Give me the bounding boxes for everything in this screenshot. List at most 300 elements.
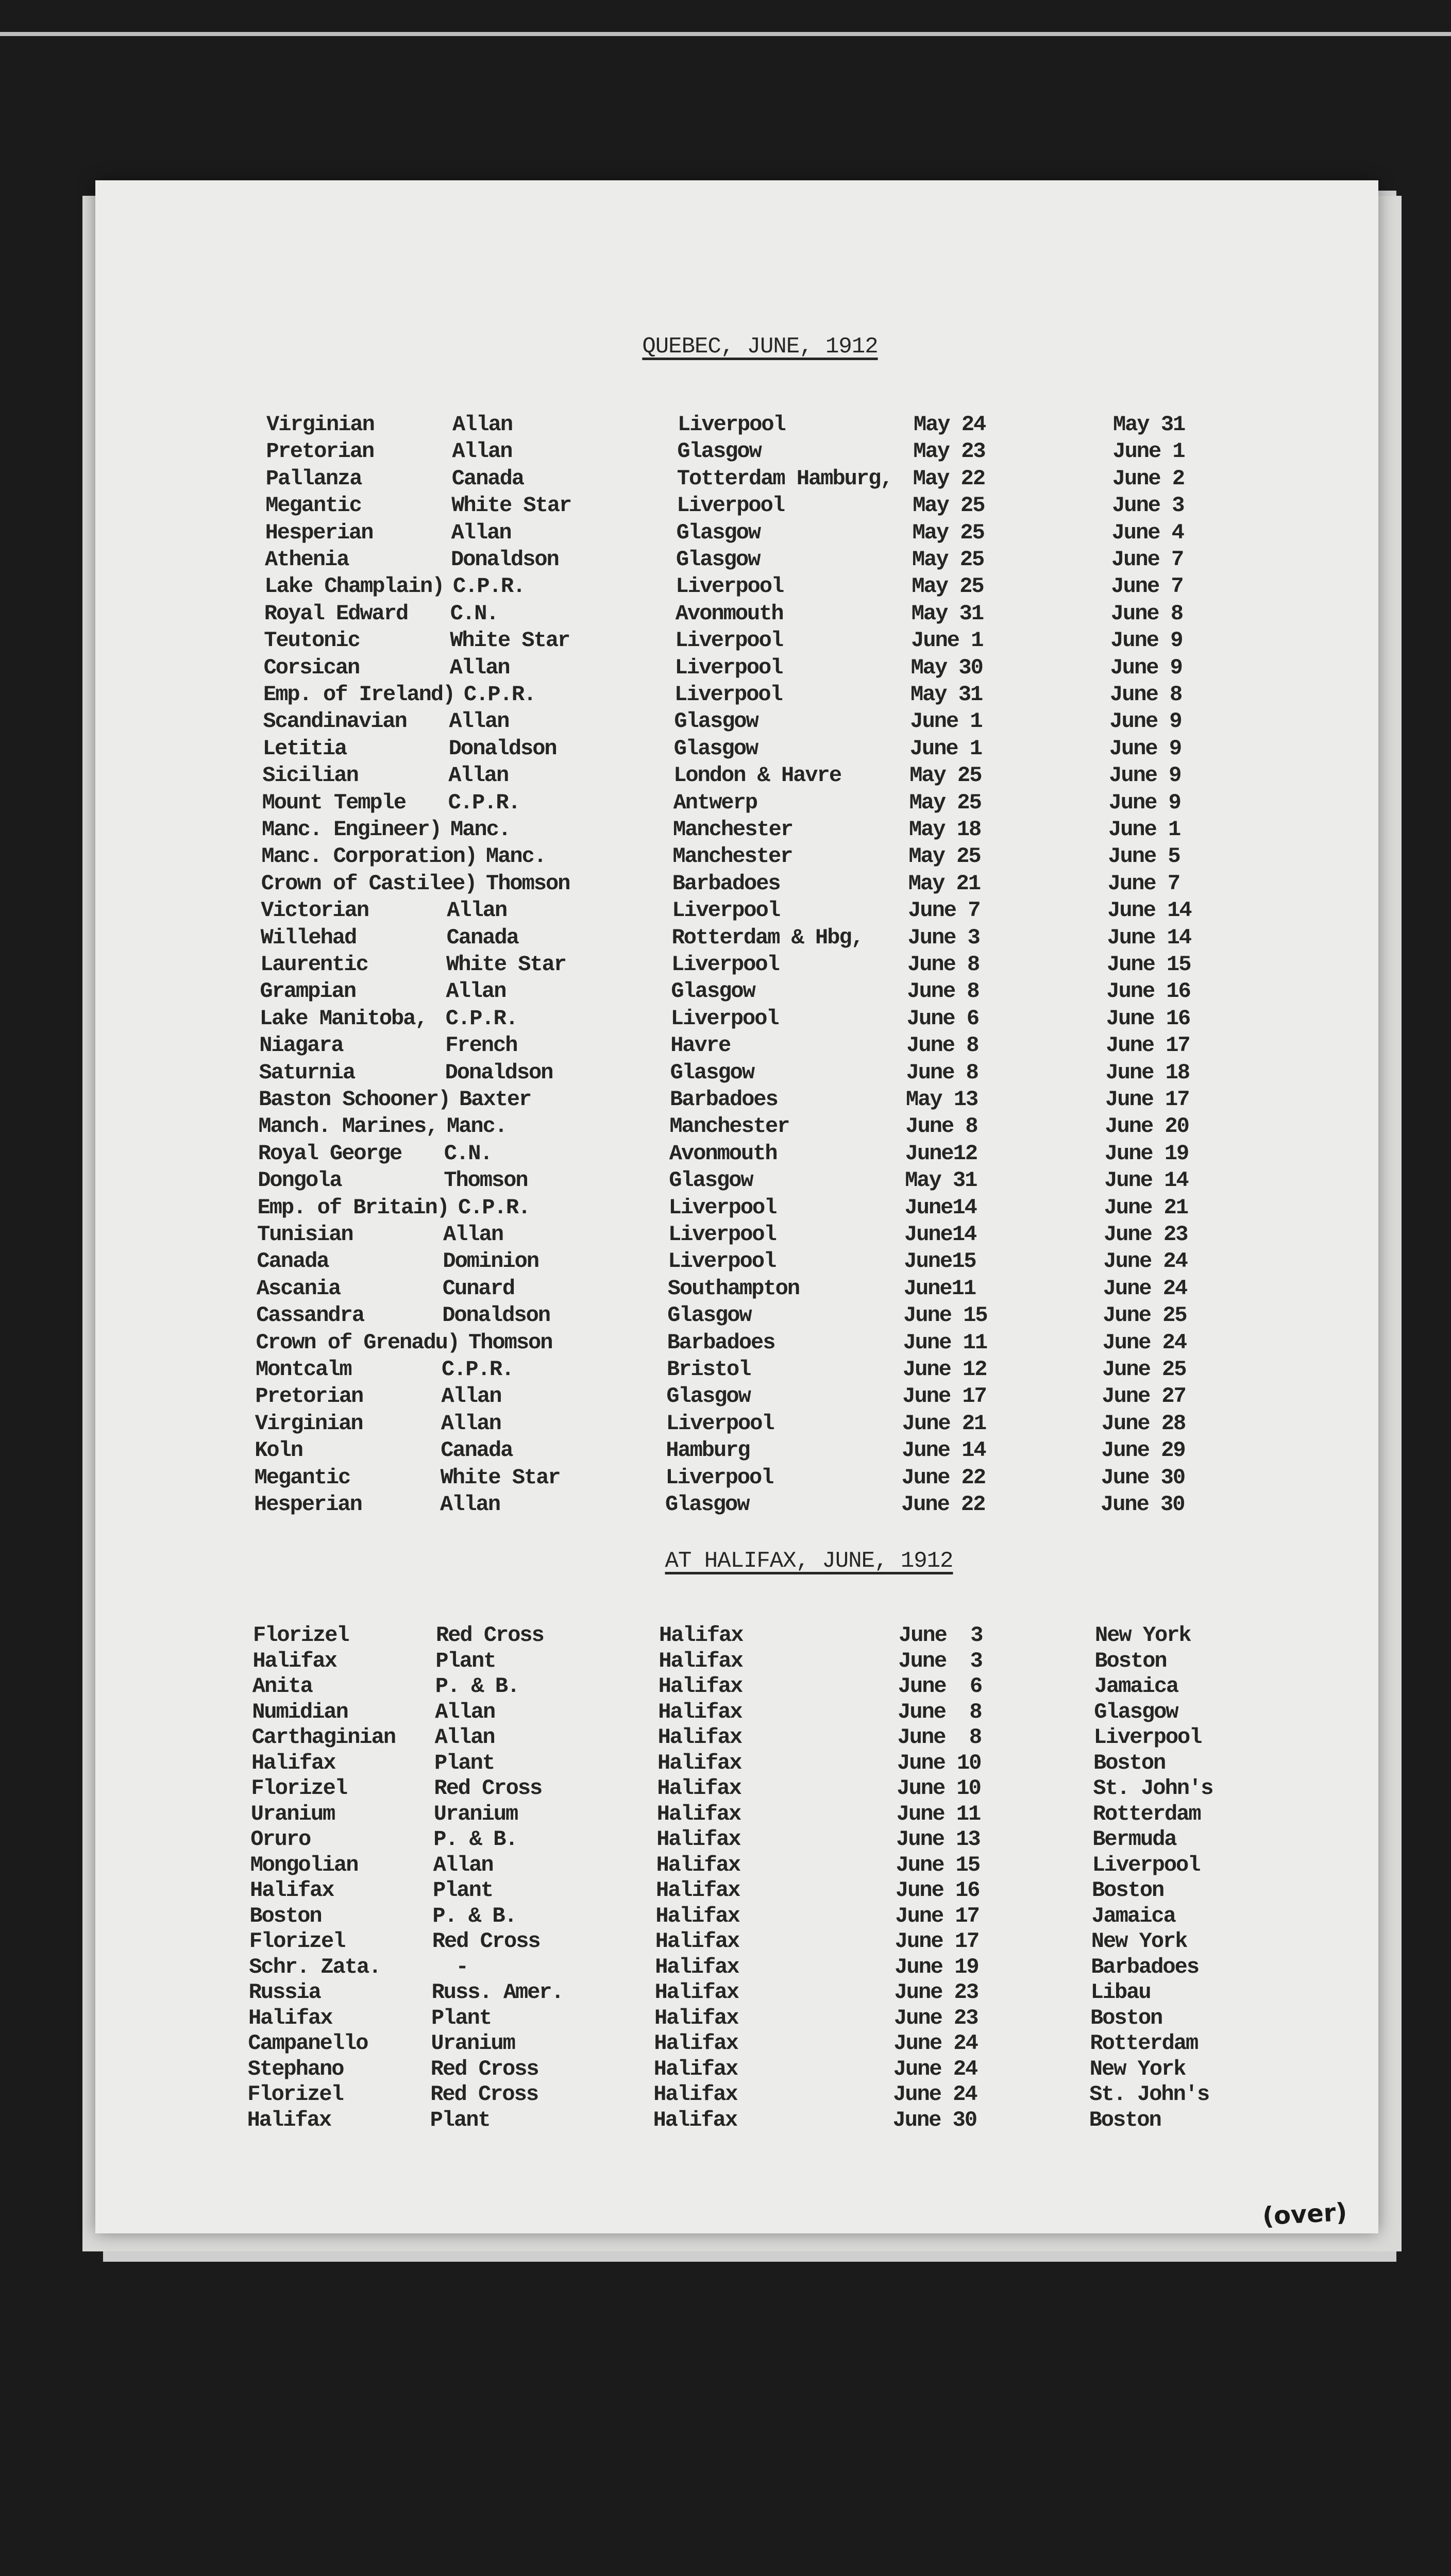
cell-arrived: June 17 <box>1106 1033 1190 1058</box>
cell-sailed: May 18 <box>909 817 981 842</box>
cell-ship: Manc. Engineer) <box>262 817 442 842</box>
cell-port: Halifax <box>655 1954 739 1979</box>
cell-sailed: June 6 <box>906 1006 979 1031</box>
cell-port: Halifax <box>657 1725 742 1750</box>
cell-ship: Athenia <box>265 547 349 572</box>
cell-ship: Royal Edward <box>264 601 408 626</box>
cell-line: Allan <box>448 763 509 788</box>
cell-line: C.P.R. <box>442 1357 514 1382</box>
cell-destination: Liverpool <box>1093 1725 1202 1750</box>
cell-port: Halifax <box>653 2056 738 2081</box>
cell-from: Havre <box>670 1033 731 1058</box>
cell-line: Plant <box>434 1750 495 1775</box>
cell-line: Allan <box>441 1411 501 1436</box>
cell-line: Canada <box>451 466 524 491</box>
cell-sailed: June 3 <box>907 925 980 950</box>
cell-ship: Montcalm <box>256 1357 351 1382</box>
cell-sailed: June 8 <box>907 979 979 1004</box>
cell-from: Avonmouth <box>675 601 783 626</box>
cell-arrived: June 9 <box>1110 655 1182 680</box>
cell-arrived: June 30 <box>1101 1492 1185 1517</box>
cell-arrived: June 24 <box>1103 1276 1187 1301</box>
cell-ship: Letitia <box>262 736 347 761</box>
cell-from: Liverpool <box>666 1411 774 1436</box>
cell-port: Halifax <box>659 1648 743 1673</box>
cell-sailed: May 31 <box>905 1168 977 1193</box>
cell-ship: Oruro <box>250 1827 311 1852</box>
cell-ship: Hesperian <box>254 1492 362 1517</box>
cell-ship: Florizel <box>247 2082 343 2107</box>
cell-line: White Star <box>451 493 571 518</box>
cell-from: Liverpool <box>675 628 783 653</box>
cell-line: Allan <box>451 520 511 545</box>
cell-sailed: May 25 <box>912 520 984 545</box>
cell-line: Allan <box>433 1852 493 1877</box>
cell-destination: St. John's <box>1093 1776 1213 1801</box>
cell-date: June 19 <box>895 1954 978 1979</box>
cell-sailed: May 25 <box>909 790 981 815</box>
cell-line: White Star <box>446 952 566 977</box>
cell-from: Glasgow <box>677 439 761 464</box>
cell-port: Halifax <box>657 1750 741 1775</box>
cell-ship: Saturnia <box>259 1060 355 1085</box>
cell-destination: Boston <box>1090 2005 1162 2030</box>
cell-line: C.P.R. <box>445 1006 518 1031</box>
cell-ship: Ascania <box>256 1276 341 1301</box>
cell-ship: Uranium <box>250 1801 335 1826</box>
quebec-section-title: QUEBEC, JUNE, 1912 <box>642 334 878 360</box>
cell-date: June 23 <box>894 2005 978 2030</box>
cell-port: Halifax <box>656 1852 740 1877</box>
cell-date: June 8 <box>897 1725 982 1750</box>
cell-sailed: May 25 <box>912 574 984 599</box>
cell-destination: Boston <box>1089 2107 1161 2132</box>
cell-ship: Pretorian <box>255 1384 363 1409</box>
cell-arrived: June 7 <box>1111 574 1183 599</box>
cell-from: Manchester <box>673 817 793 842</box>
cell-port: Halifax <box>656 1878 740 1903</box>
cell-line: Allan <box>452 439 512 464</box>
cell-line: Thomson <box>444 1168 528 1193</box>
cell-arrived: June 20 <box>1105 1114 1189 1139</box>
cell-ship: Virginian <box>255 1411 363 1436</box>
cell-port: Halifax <box>654 2005 738 2030</box>
cell-line: Dominion <box>443 1249 539 1274</box>
cell-from: Liverpool <box>670 1006 779 1031</box>
cell-arrived: June 27 <box>1102 1384 1186 1409</box>
cell-sailed: June14 <box>904 1195 976 1220</box>
cell-ship: Florizel <box>253 1623 349 1648</box>
cell-arrived: June 18 <box>1105 1060 1190 1085</box>
cell-ship: Willehad <box>260 925 357 950</box>
cell-from: Glasgow <box>670 1060 754 1085</box>
cell-destination: Libau <box>1090 1980 1151 2005</box>
cell-from: Liverpool <box>668 1249 776 1274</box>
cell-ship: Koln <box>255 1438 303 1463</box>
cell-ship: Victorian <box>261 898 369 923</box>
cell-arrived: June 7 <box>1107 871 1180 896</box>
cell-line: Plant <box>435 1648 496 1673</box>
cell-ship: Hesperian <box>265 520 373 545</box>
cell-port: Halifax <box>655 1903 739 1928</box>
cell-from: Antwerp <box>673 790 757 815</box>
cell-date: June 10 <box>897 1776 981 1801</box>
cell-line: Plant <box>431 2005 492 2030</box>
cell-arrived: June 14 <box>1104 1168 1188 1193</box>
cell-from: Liverpool <box>676 574 784 599</box>
cell-ship: Scandinavian <box>263 709 407 734</box>
cell-arrived: June 2 <box>1112 466 1185 491</box>
cell-port: Halifax <box>659 1623 743 1648</box>
cell-ship: Numidian <box>252 1699 348 1724</box>
cell-sailed: June 7 <box>908 898 980 923</box>
cell-line: Allan <box>449 709 509 734</box>
cell-arrived: June 1 <box>1108 817 1180 842</box>
cell-ship: Crown of Grenadu) <box>256 1330 460 1355</box>
cell-arrived: May 31 <box>1113 412 1185 437</box>
cell-ship: Pretorian <box>266 439 374 464</box>
cell-destination: Glasgow <box>1094 1699 1178 1724</box>
cell-ship: Halifax <box>252 1648 336 1673</box>
cell-from: Liverpool <box>678 412 785 437</box>
cell-sailed: June 14 <box>902 1438 986 1463</box>
cell-port: Halifax <box>653 2107 737 2132</box>
cell-line: Canada <box>446 925 518 950</box>
cell-port: Halifax <box>653 2082 737 2107</box>
cell-sailed: June 8 <box>906 1033 978 1058</box>
cell-line: White Star <box>440 1465 560 1490</box>
halifax-section-title: AT HALIFAX, JUNE, 1912 <box>665 1548 953 1574</box>
cell-arrived: June 24 <box>1103 1249 1187 1274</box>
cell-from: Glasgow <box>676 547 760 572</box>
cell-line: Red Cross <box>432 1929 540 1954</box>
cell-line: Red Cross <box>430 2056 538 2081</box>
cell-ship: Virginian <box>266 412 374 437</box>
cell-line: Plant <box>430 2107 490 2132</box>
cell-ship: Boston <box>249 1903 322 1928</box>
cell-line: Donaldson <box>448 736 556 761</box>
cell-port: Halifax <box>654 1980 739 2005</box>
cell-from: Glasgow <box>666 1384 750 1409</box>
cell-ship: Florizel <box>251 1776 347 1801</box>
cell-line: Red Cross <box>434 1776 542 1801</box>
cell-line: Allan <box>452 412 513 437</box>
cell-ship: Manc. Corporation) <box>261 844 477 869</box>
handwritten-over-note: (over) <box>1261 2197 1348 2231</box>
cell-line: P. & B. <box>432 1903 516 1928</box>
cell-from: Southampton <box>667 1276 800 1301</box>
cell-date: June 8 <box>898 1699 982 1724</box>
cell-sailed: May 30 <box>910 655 983 680</box>
cell-date: June 15 <box>896 1852 980 1877</box>
cell-from: London & Havre <box>673 763 841 788</box>
cell-line: - <box>432 1954 468 1979</box>
cell-ship: Royal George <box>258 1141 402 1166</box>
cell-ship: Halifax <box>250 1878 334 1903</box>
cell-from: Glasgow <box>676 520 761 545</box>
cell-arrived: June 23 <box>1104 1222 1188 1247</box>
cell-destination: Liverpool <box>1092 1852 1200 1877</box>
cell-port: Halifax <box>655 1929 739 1954</box>
cell-from: Liverpool <box>674 655 783 680</box>
cell-from: Bristol <box>667 1357 751 1382</box>
cell-destination: Barbadoes <box>1091 1954 1199 1979</box>
cell-ship: Niagara <box>259 1033 343 1058</box>
cell-arrived: June 16 <box>1106 1006 1190 1031</box>
cell-destination: St. John's <box>1089 2082 1209 2107</box>
cell-from: Glasgow <box>673 736 758 761</box>
cell-ship: Teutonic <box>264 628 360 653</box>
cell-port: Halifax <box>657 1776 741 1801</box>
cell-line: Allan <box>443 1222 503 1247</box>
cell-destination: Jamaica <box>1094 1674 1178 1699</box>
cell-ship: Lake Manitoba, <box>259 1006 427 1031</box>
cell-ship: Tunisian <box>257 1222 353 1247</box>
cell-sailed: June 11 <box>903 1330 987 1355</box>
cell-sailed: June 17 <box>902 1384 986 1409</box>
cell-destination: New York <box>1089 2056 1186 2081</box>
cell-line: Manc. <box>450 817 511 842</box>
cell-line: Allan <box>446 979 506 1004</box>
cell-arrived: June 7 <box>1111 547 1184 572</box>
cell-sailed: June 21 <box>902 1411 986 1436</box>
cell-line: Manc. <box>447 1114 507 1139</box>
cell-sailed: May 25 <box>912 547 984 572</box>
cell-from: Totterdam Hamburg, <box>677 466 892 491</box>
cell-from: Hamburg <box>666 1438 750 1463</box>
cell-port: Halifax <box>656 1801 741 1826</box>
cell-arrived: June 24 <box>1102 1330 1187 1355</box>
cell-line: Red Cross <box>430 2082 538 2107</box>
cell-ship: Corsican <box>263 655 360 680</box>
cell-ship: Anita <box>252 1674 312 1699</box>
cell-sailed: June 1 <box>911 628 983 653</box>
cell-ship: Pallanza <box>265 466 362 491</box>
cell-from: Glasgow <box>667 1303 751 1328</box>
cell-ship: Florizel <box>249 1929 345 1954</box>
cell-line: Red Cross <box>436 1623 544 1648</box>
cell-date: June 30 <box>892 2107 977 2132</box>
cell-date: June 24 <box>893 2082 977 2107</box>
cell-ship: Grampian <box>260 979 356 1004</box>
cell-from: Liverpool <box>671 952 779 977</box>
cell-arrived: June 14 <box>1107 925 1191 950</box>
cell-ship: Dongola <box>258 1168 342 1193</box>
cell-destination: Jamaica <box>1091 1903 1175 1928</box>
cell-date: June 23 <box>894 1980 978 2005</box>
cell-ship: Megantic <box>254 1465 350 1490</box>
cell-port: Halifax <box>658 1674 743 1699</box>
cell-destination: Rotterdam <box>1092 1801 1201 1826</box>
cell-arrived: June 16 <box>1106 979 1190 1004</box>
cell-arrived: June 21 <box>1104 1195 1188 1220</box>
cell-arrived: June 3 <box>1112 493 1184 518</box>
cell-from: Liverpool <box>677 493 785 518</box>
cell-sailed: June 22 <box>901 1492 985 1517</box>
cell-from: Barbadoes <box>667 1330 775 1355</box>
cell-arrived: June 14 <box>1107 898 1191 923</box>
cell-sailed: May 25 <box>913 493 985 518</box>
cell-sailed: May 25 <box>908 844 981 869</box>
cell-sailed: May 22 <box>913 466 985 491</box>
cell-ship: Manch. Marines, <box>258 1114 438 1139</box>
cell-date: June 3 <box>898 1648 982 1673</box>
cell-ship: Cassandra <box>256 1303 364 1328</box>
cell-ship: Mount Temple <box>262 790 406 815</box>
cell-port: Halifax <box>654 2031 738 2056</box>
cell-ship: Emp. of Britain) <box>257 1195 449 1220</box>
cell-port: Halifax <box>658 1699 742 1724</box>
cell-sailed: May 23 <box>913 439 985 464</box>
cell-sailed: May 31 <box>911 601 984 626</box>
cell-arrived: June 17 <box>1105 1087 1189 1112</box>
film-edge <box>0 32 1451 36</box>
cell-destination: Rotterdam <box>1090 2031 1198 2056</box>
cell-ship: Emp. of Ireland) <box>263 682 455 707</box>
cell-sailed: June 8 <box>907 952 980 977</box>
cell-from: Glasgow <box>674 709 758 734</box>
cell-ship: Halifax <box>251 1750 335 1775</box>
cell-arrived: June 9 <box>1109 736 1182 761</box>
cell-sailed: May 31 <box>910 682 983 707</box>
cell-line: Plant <box>433 1878 493 1903</box>
cell-line: White Star <box>450 628 570 653</box>
cell-sailed: June 8 <box>906 1060 978 1085</box>
cell-destination: Boston <box>1094 1648 1167 1673</box>
cell-port: Halifax <box>656 1827 740 1852</box>
cell-from: Barbadoes <box>670 1087 778 1112</box>
cell-from: Glasgow <box>671 979 755 1004</box>
cell-sailed: June 1 <box>909 736 982 761</box>
cell-ship: Crown of Castilee) <box>261 871 477 896</box>
cell-from: Glasgow <box>669 1168 753 1193</box>
cell-arrived: June 8 <box>1110 682 1182 707</box>
cell-line: C.N. <box>450 601 498 626</box>
cell-line: C.P.R. <box>458 1195 530 1220</box>
cell-arrived: June 25 <box>1102 1357 1186 1382</box>
cell-line: Uranium <box>431 2031 515 2056</box>
cell-sailed: June15 <box>904 1249 976 1274</box>
cell-sailed: June 22 <box>901 1465 986 1490</box>
cell-line: Baxter <box>459 1087 531 1112</box>
cell-from: Liverpool <box>674 682 782 707</box>
cell-date: June 17 <box>895 1903 979 1928</box>
cell-destination: Bermuda <box>1092 1827 1176 1852</box>
cell-from: Manchester <box>669 1114 789 1139</box>
cell-date: June 16 <box>896 1878 980 1903</box>
cell-from: Barbadoes <box>672 871 780 896</box>
cell-date: June 17 <box>895 1929 979 1954</box>
cell-sailed: June11 <box>903 1276 976 1301</box>
cell-sailed: May 13 <box>906 1087 978 1112</box>
cell-sailed: June 8 <box>905 1114 977 1139</box>
cell-line: Cunard <box>442 1276 515 1301</box>
cell-line: Allan <box>434 1725 495 1750</box>
cell-destination: Boston <box>1093 1750 1166 1775</box>
cell-arrived: June 4 <box>1111 520 1184 545</box>
cell-from: Manchester <box>672 844 792 869</box>
cell-destination: Boston <box>1092 1878 1164 1903</box>
cell-arrived: June 1 <box>1112 439 1185 464</box>
cell-destination: New York <box>1091 1929 1187 1954</box>
cell-sailed: June 12 <box>903 1357 987 1382</box>
cell-from: Liverpool <box>672 898 780 923</box>
cell-from: Liverpool <box>665 1465 773 1490</box>
cell-line: Manc. <box>486 844 546 869</box>
cell-line: Russ. Amer. <box>431 1980 563 2005</box>
cell-date: June 11 <box>896 1801 981 1826</box>
cell-ship: Lake Champlain) <box>264 574 444 599</box>
cell-arrived: June 9 <box>1108 790 1180 815</box>
cell-from: Avonmouth <box>669 1141 777 1166</box>
cell-date: June 13 <box>896 1827 980 1852</box>
cell-line: Allan <box>440 1492 500 1517</box>
cell-line: Uranium <box>433 1801 518 1826</box>
cell-date: June 6 <box>898 1674 982 1699</box>
cell-ship: Canada <box>257 1249 329 1274</box>
cell-sailed: June 15 <box>903 1303 987 1328</box>
cell-arrived: June 30 <box>1101 1465 1185 1490</box>
cell-ship: Stephano <box>247 2056 344 2081</box>
cell-line: P. & B. <box>433 1827 517 1852</box>
cell-ship: Campanello <box>248 2031 368 2056</box>
cell-line: Canada <box>441 1438 513 1463</box>
cell-line: C.N. <box>444 1141 492 1166</box>
cell-arrived: June 9 <box>1109 763 1181 788</box>
cell-arrived: June 9 <box>1110 628 1183 653</box>
cell-arrived: June 29 <box>1101 1438 1185 1463</box>
cell-arrived: June 5 <box>1108 844 1180 869</box>
cell-from: Liverpool <box>668 1195 777 1220</box>
cell-line: Thomson <box>468 1330 552 1355</box>
cell-line: Thomson <box>486 871 570 896</box>
cell-ship: Mongolian <box>250 1852 358 1877</box>
cell-line: Donaldson <box>451 547 559 572</box>
cell-destination: New York <box>1095 1623 1191 1648</box>
cell-date: June 3 <box>899 1623 983 1648</box>
cell-ship: Laurentic <box>260 952 368 977</box>
cell-arrived: June 19 <box>1104 1141 1189 1166</box>
cell-line: French <box>445 1033 517 1058</box>
cell-sailed: May 25 <box>909 763 982 788</box>
cell-ship: Baston Schooner) <box>259 1087 450 1112</box>
cell-ship: Megantic <box>265 493 361 518</box>
cell-line: Allan <box>447 898 507 923</box>
cell-sailed: June12 <box>905 1141 977 1166</box>
cell-ship: Sicilian <box>262 763 358 788</box>
cell-line: Allan <box>449 655 510 680</box>
cell-arrived: June 9 <box>1109 709 1182 734</box>
cell-line: C.P.R. <box>448 790 520 815</box>
cell-from: Rotterdam & Hbg, <box>671 925 863 950</box>
cell-date: June 24 <box>893 2031 977 2056</box>
cell-arrived: June 15 <box>1107 952 1191 977</box>
cell-from: Glasgow <box>665 1492 749 1517</box>
cell-arrived: June 8 <box>1110 601 1183 626</box>
cell-ship: Halifax <box>247 2107 331 2132</box>
cell-ship: Carthaginian <box>251 1725 396 1750</box>
cell-ship: Russia <box>248 1980 320 2005</box>
cell-ship: Halifax <box>248 2005 332 2030</box>
cell-line: Donaldson <box>442 1303 550 1328</box>
cell-sailed: June 1 <box>910 709 982 734</box>
cell-line: C.P.R. <box>453 574 525 599</box>
cell-arrived: June 28 <box>1101 1411 1186 1436</box>
cell-line: Allan <box>435 1699 495 1724</box>
cell-line: P. & B. <box>435 1674 519 1699</box>
cell-line: Donaldson <box>445 1060 553 1085</box>
cell-line: C.P.R. <box>464 682 536 707</box>
